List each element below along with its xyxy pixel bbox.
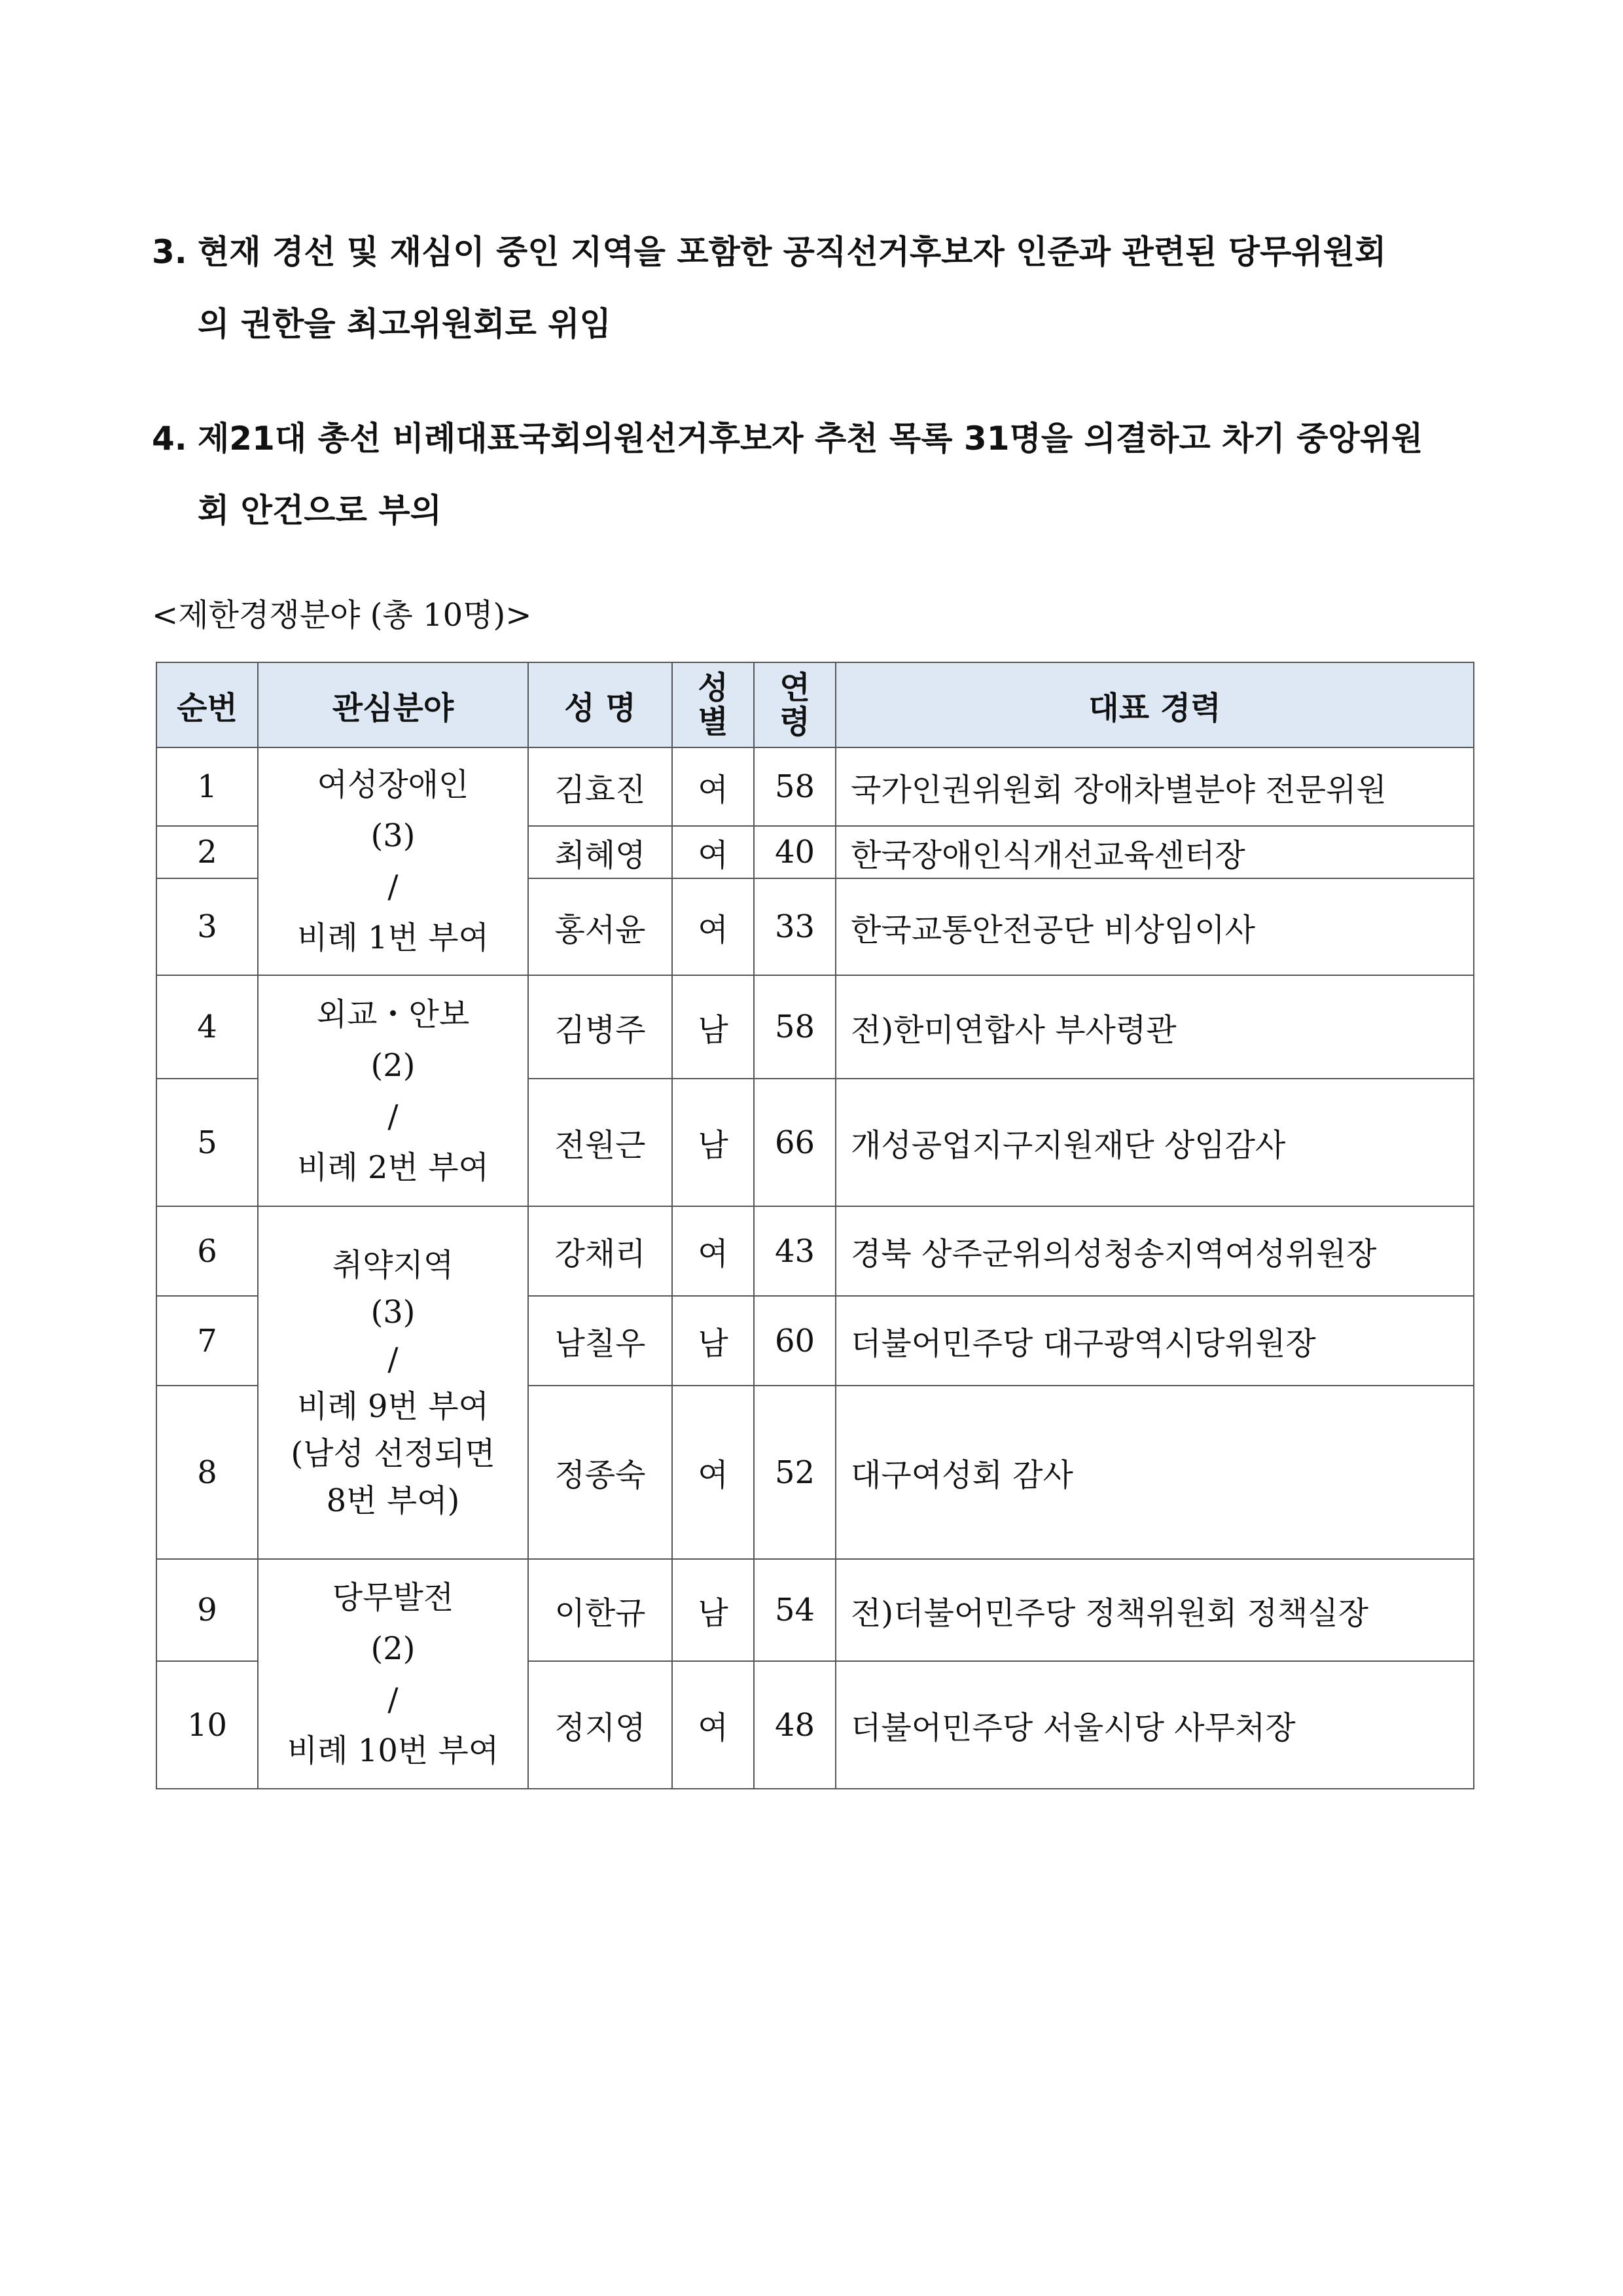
field-line: 비례 1번 부여 <box>297 920 489 956</box>
cell-gender: 여 <box>672 826 754 878</box>
cell-field-group <box>258 1206 528 1559</box>
cell-gender: 여 <box>672 878 754 975</box>
cell-career: 더불어민주당 대구광역시당위원장 <box>836 1296 1474 1386</box>
cell-career: 대구여성회 감사 <box>836 1386 1474 1559</box>
cell-gender: 남 <box>672 1559 754 1661</box>
field-line: 여성장애인 <box>317 766 469 803</box>
cell-order: 1 <box>156 747 258 826</box>
agenda-item-text-line1: 제21대 총선 비례대표국회의원선거후보자 추천 목록 31명을 의결하고 차기 중앙위원 <box>198 420 1423 457</box>
field-line: / <box>387 1340 399 1378</box>
cell-age: 58 <box>754 747 836 826</box>
cell-career: 더불어민주당 서울시당 사무처장 <box>836 1661 1474 1789</box>
header-age-top: 연 <box>779 670 810 706</box>
cell-order: 6 <box>156 1206 258 1296</box>
cell-name: 김병주 <box>528 975 672 1079</box>
cell-field-group <box>258 747 528 975</box>
cell-order: 7 <box>156 1296 258 1386</box>
agenda-item-number: 4. <box>152 420 187 457</box>
cell-career: 국가인권위원회 장애차별분야 전문위원 <box>836 747 1474 826</box>
header-age <box>754 662 836 747</box>
field-line: / <box>387 869 399 905</box>
cell-gender: 남 <box>672 975 754 1079</box>
field-line: 비례 10번 부여 <box>287 1732 499 1769</box>
field-line: (3) <box>370 817 416 854</box>
field-line: 비례 9번 부여 <box>297 1388 489 1425</box>
cell-field-group <box>258 975 528 1206</box>
cell-age: 66 <box>754 1079 836 1206</box>
agenda-item-text-line1: 현재 경선 및 재심이 중인 지역을 포함한 공직선거후보자 인준과 관련된 당무위원회 <box>198 233 1387 271</box>
cell-age: 40 <box>754 826 836 878</box>
cell-name: 김효진 <box>528 747 672 826</box>
cell-order: 2 <box>156 826 258 878</box>
cell-name: 정지영 <box>528 1661 672 1789</box>
cell-field-group <box>258 1559 528 1789</box>
candidate-table <box>156 662 1474 1789</box>
field-line: (2) <box>370 1047 416 1084</box>
cell-career: 개성공업지구지원재단 상임감사 <box>836 1079 1474 1206</box>
cell-name: 정종숙 <box>528 1386 672 1559</box>
cell-name: 홍서윤 <box>528 878 672 975</box>
header-gender-bottom: 별 <box>698 704 728 740</box>
cell-age: 33 <box>754 878 836 975</box>
cell-name: 이한규 <box>528 1559 672 1661</box>
cell-name: 남칠우 <box>528 1296 672 1386</box>
table-subtitle: <제한경쟁분야 (총 10명)> <box>152 597 532 634</box>
cell-order: 10 <box>156 1661 258 1789</box>
cell-order: 4 <box>156 975 258 1079</box>
cell-gender: 여 <box>672 1386 754 1559</box>
table-row <box>156 747 1474 826</box>
field-line: (2) <box>370 1630 416 1667</box>
cell-career: 한국장애인식개선교육센터장 <box>836 826 1474 878</box>
table-row <box>156 975 1474 1079</box>
table-header-row <box>156 662 1474 747</box>
field-line: 취약지역 <box>332 1246 454 1283</box>
cell-order: 8 <box>156 1386 258 1559</box>
cell-gender: 남 <box>672 1296 754 1386</box>
cell-gender: 여 <box>672 1206 754 1296</box>
cell-age: 52 <box>754 1386 836 1559</box>
field-line: / <box>387 1098 399 1135</box>
field-line: 당무발전 <box>332 1579 454 1616</box>
field-line: / <box>387 1681 399 1718</box>
header-order: 순번 <box>156 662 258 747</box>
agenda-item-text-line2: 회 안건으로 부의 <box>198 492 442 529</box>
cell-age: 58 <box>754 975 836 1079</box>
cell-career: 전)한미연합사 부사령관 <box>836 975 1474 1079</box>
agenda-item-number: 3. <box>152 233 187 271</box>
field-line: (3) <box>370 1293 416 1331</box>
header-age-bottom: 령 <box>779 704 810 740</box>
agenda-item-text-line2: 의 권한을 최고위원회로 위임 <box>198 305 611 343</box>
cell-order: 3 <box>156 878 258 975</box>
field-line: 비례 2번 부여 <box>297 1149 489 1186</box>
field-line: 외교・안보 <box>316 996 470 1033</box>
cell-career: 전)더불어민주당 정책위원회 정책실장 <box>836 1559 1474 1661</box>
field-line: (남성 선정되면 <box>291 1435 495 1472</box>
table-row <box>156 1206 1474 1296</box>
field-line: 8번 부여) <box>326 1482 460 1519</box>
table-row <box>156 1559 1474 1661</box>
cell-name: 최혜영 <box>528 826 672 878</box>
cell-gender: 남 <box>672 1079 754 1206</box>
header-gender-top: 성 <box>698 670 728 706</box>
cell-gender: 여 <box>672 1661 754 1789</box>
cell-career: 경북 상주군위의성청송지역여성위원장 <box>836 1206 1474 1296</box>
cell-age: 54 <box>754 1559 836 1661</box>
cell-name: 전원근 <box>528 1079 672 1206</box>
header-gender <box>672 662 754 747</box>
cell-career: 한국교통안전공단 비상임이사 <box>836 878 1474 975</box>
cell-order: 5 <box>156 1079 258 1206</box>
header-career: 대표 경력 <box>836 662 1474 747</box>
cell-age: 60 <box>754 1296 836 1386</box>
cell-gender: 여 <box>672 747 754 826</box>
cell-order: 9 <box>156 1559 258 1661</box>
header-name: 성 명 <box>528 662 672 747</box>
cell-age: 48 <box>754 1661 836 1789</box>
cell-name: 강채리 <box>528 1206 672 1296</box>
header-field: 관심분야 <box>258 662 528 747</box>
cell-age: 43 <box>754 1206 836 1296</box>
